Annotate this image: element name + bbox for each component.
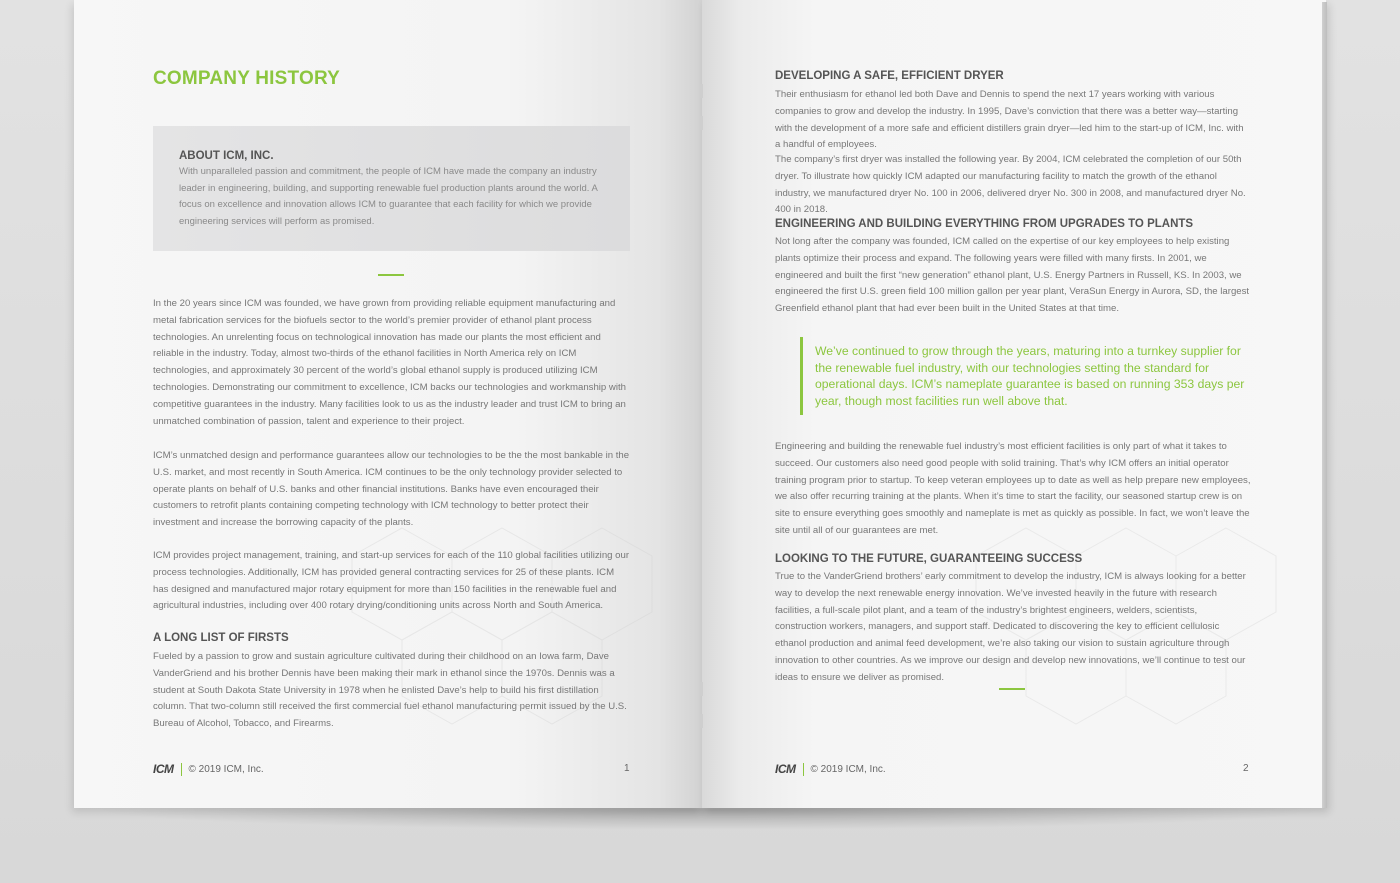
firsts-heading: A LONG LIST OF FIRSTS [153, 632, 289, 644]
left-footer [153, 762, 264, 776]
history-paragraph-1: In the 20 years since ICM was founded, we have grown from providing reliable equipment manufacturing and metal fabrication services for the biofuels sector to the world’s premier provider of ethanol plant process technologies. An unrelenting focus on technological innovation has made our plants the most efficient and reliable in the industry. Today, almost two-thirds of the ethanol facilities in North America rely on ICM technologies, and approximately 30 percent of the world’s global ethanol supply is produced utilizing ICM technologies. Demonstrating our commitment to excellence, ICM backs our technologies and workmanship with competitive guarantees in the industry. Many facilities look to us as the industry leader and trust ICM to bring an unmatched combination of passion, talent and experience to their project. [153, 298, 626, 427]
page-stack-edge [1322, 2, 1327, 808]
copyright: © 2019 ICM, Inc. [188, 763, 264, 775]
history-paragraph-2: ICM’s unmatched design and performance guarantees allow our technologies to be the the most bankable in the U.S. market, and most recently in South America. ICM continues to be the only technology provider selected to operate plants on behalf of U.S. banks and other financial institutions. Banks have even encouraged their customers to retrofit plants containing competing technology with ICM technology to better protect their investment and increase the borrowing capacity of the plants. [153, 450, 630, 529]
about-body: With unparalleled passion and commitment, the people of ICM have made the company an industry leader in engineering, building, and supporting renewable fuel production plants around the world. A focus on excellence and innovation allows ICM to guarantee that each facility for which we provide engineering services will perform as promised. [179, 166, 598, 227]
binding-staple [700, 682, 703, 696]
dryer-heading: DEVELOPING A SAFE, EFFICIENT DRYER [775, 70, 1004, 82]
binding-staple [700, 84, 703, 98]
page-number: 2 [1243, 763, 1249, 774]
page-number: 1 [624, 763, 630, 774]
pull-quote: We’ve continued to grow through the years, maturing into a turnkey supplier for the renewable fuel industry, with our technologies setting the standard for operational days. ICM’s nameplate guarantee is based on running 353 days per year, though most facilities run well above that. [800, 337, 1255, 415]
engineering-heading: ENGINEERING AND BUILDING EVERYTHING FROM UPGRADES TO PLANTS [775, 218, 1194, 230]
right-page [702, 0, 1326, 808]
dryer-paragraph-2: The company’s first dryer was installed the following year. By 2004, ICM celebrated the completion of our 50th dryer. To illustrate how quickly ICM adapted our manufacturing facility to match the growth of the ethanol industry, we manufactured dryer No. 100 in 2006, delivered dryer No. 300 in 2008, and manufactured dryer No. 400 in 2018. [775, 154, 1246, 216]
right-footer [775, 762, 886, 776]
footer-separator [181, 763, 182, 776]
icm-logo: ICM [153, 762, 174, 776]
binding-staple [700, 714, 703, 728]
section-divider [378, 274, 404, 276]
footer-separator [803, 763, 804, 776]
future-body: True to the VanderGriend brothers’ early commitment to develop the industry, ICM is always looking for a better way to develop the next renewable energy innovation. We’ve invested heavily in the future with research facilities, a full-scale pilot plant, and a team of the industry’s brightest engineers, welders, scientists, construction workers, managers, and support staff. Dedicated to discovering the key to efficient cellulosic ethanol production and animal feed development, we’re also taking our vision to sustain agriculture through innovation to other countries. As we improve our design and develop new innovations, we’ll continue to test our ideas to ensure we deliver as promised. [775, 571, 1246, 683]
future-heading: LOOKING TO THE FUTURE, GUARANTEEING SUCCESS [775, 553, 1083, 565]
about-heading: ABOUT ICM, INC. [179, 150, 274, 162]
binding-staple [700, 116, 703, 130]
page-title: COMPANY HISTORY [153, 68, 341, 89]
copyright: © 2019 ICM, Inc. [810, 763, 886, 775]
left-page [74, 0, 702, 808]
history-paragraph-3: ICM provides project management, training, and start-up services for each of the 110 global facilities utilizing our process technologies. Additionally, ICM has provided general contracting services for 25 of these plants. ICM has designed and manufactured major rotary equipment for more than 150 facilities in the renewable fuel and agricultural industries, including over 400 rotary drying/conditioning units across North and South America. [153, 550, 630, 612]
firsts-body: Fueled by a passion to grow and sustain agriculture cultivated during their childhood on an Iowa farm, Dave VanderGriend and his brother Dennis have been making their mark in ethanol since the 1970s. Dennis was a student at South Dakota State University in 1978 when he enlisted Dave’s help to build his first distillation column. That two-column still received the first commercial fuel ethanol manufacturing permit issued by the U.S. Bureau of Alcohol, Tobacco, and Firearms. [153, 651, 627, 730]
training-body: Engineering and building the renewable fuel industry’s most efficient facilities is only part of what it takes to succeed. Our customers also need good people with solid training. That’s why ICM offers an initial operator training program prior to startup. To keep veteran employees up to date as well as help prepare new employees, we also offer recurring training at the plants. When it’s time to start the facility, our seasoned startup crew is on site to ensure everything goes smoothly and nameplate is met as quickly as possible. In fact, we won’t leave the site until all of our guarantees are met. [775, 441, 1251, 536]
icm-logo: ICM [775, 762, 796, 776]
section-divider [999, 688, 1025, 690]
dryer-paragraph-1: Their enthusiasm for ethanol led both Dave and Dennis to spend the next 17 years working with various companies to grow and develop the industry. In 1995, Dave’s conviction that there was a better way—starting with the development of a more safe and efficient distillers grain dryer—led him to the start-up of ICM, Inc. with a handful of employees. [775, 89, 1244, 151]
about-callout-box [153, 126, 630, 251]
engineering-body: Not long after the company was founded, ICM called on the expertise of our key employees to help existing plants optimize their process and expand. The following years were filled with many firsts. In 2001, we engineered and built the first “new generation” ethanol plant, U.S. Energy Partners in Russell, KS. In 2003, we engineered the first U.S. green field 100 million gallon per year plant, VeraSun Energy in Aurora, SD, the largest Greenfield ethanol plant that had ever been built in the United States at that time. [775, 236, 1250, 315]
